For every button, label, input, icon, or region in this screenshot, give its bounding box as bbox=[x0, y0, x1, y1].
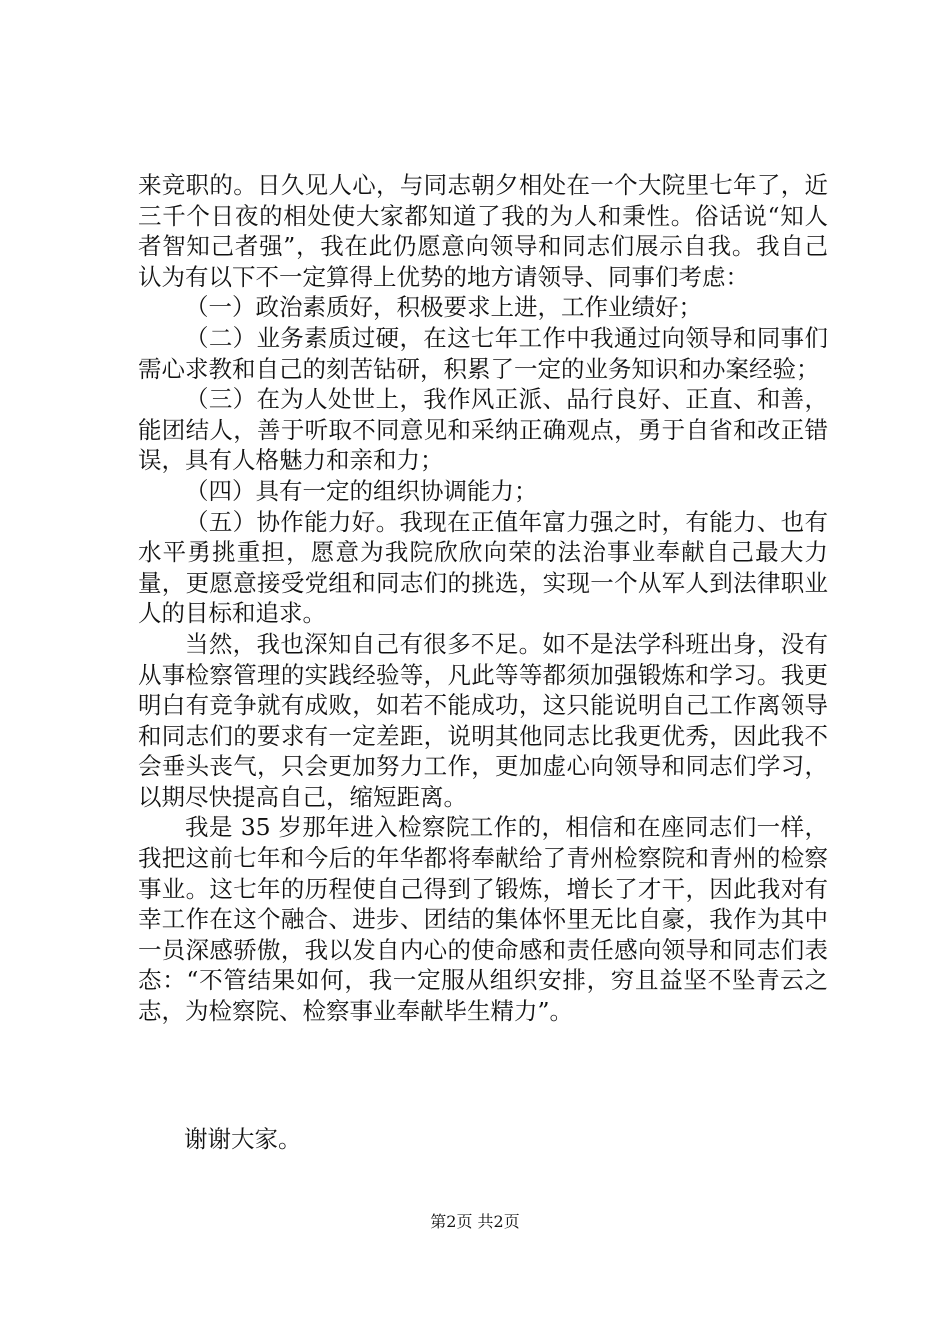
body-paragraph-5: （四）具有一定的组织协调能力； bbox=[185, 476, 538, 505]
body-paragraph-3: （二）业务素质过硬，在这七年工作中我通过向领导和同事们需心求教和自己的刻苦钻研，积累了一定的业务知识和办案经验； bbox=[138, 323, 828, 383]
body-paragraph-7: 当然，我也深知自己有很多不足。如不是法学科班出身，没有从事检察管理的实践经验等，凡此等等都须加强锻炼和学习。我更明白有竞争就有成败，如若不能成功，这只能说明自己工作离领导和同志们的要求有一定差距，说明其他同志比我更优秀，因此我不会垂头丧气，只会更加努力工作，更加虚心向领导和同志们学习，以期尽快提高自己，缩短距离。 bbox=[138, 629, 828, 811]
body-paragraph-6: （五）协作能力好。我现在正值年富力强之时，有能力、也有水平勇挑重担，愿意为我院欣欣向荣的法治事业奉献自己最大力量，更愿意接受党组和同志们的挑选，实现一个从军人到法律职业人的目标和追求。 bbox=[138, 507, 828, 628]
page-footer: 第2页 共2页 bbox=[430, 1212, 520, 1231]
body-paragraph-1: 来竞职的。日久见人心，与同志朝夕相处在一个大院里七年了，近三千个日夜的相处使大家都知道了我的为人和秉性。俗话说“知人者智知己者强”，我在此仍愿意向领导和同志们展示自我。我自己认为有以下不一定算得上优势的地方请领导、同事们考虑： bbox=[138, 171, 828, 291]
body-paragraph-4: （三）在为人处世上，我作风正派、品行良好、正直、和善，能团结人，善于听取不同意见和采纳正确观点，勇于自省和改正错误，具有人格魅力和亲和力； bbox=[138, 385, 828, 475]
closing-line: 谢谢大家。 bbox=[184, 1125, 302, 1153]
body-paragraph-8: 我是 35 岁那年进入检察院工作的，相信和在座同志们一样，我把这前七年和今后的年华都将奉献给了青州检察院和青州的检察事业。这七年的历程使自己得到了锻炼，增长了才干，因此我对有幸工作在这个融合、进步、团结的集体怀里无比自豪，我作为其中一员深感骄傲，我以发自内心的使命感和责任感向领导和同志们表态：“不管结果如何，我一定服从组织安排，穷且益坚不坠青云之志，为检察院、检察事业奉献毕生精力”。 bbox=[138, 813, 828, 1026]
body-paragraph-2: （一）政治素质好，积极要求上进，工作业绩好； bbox=[185, 293, 702, 322]
document-body bbox=[138, 170, 828, 1027]
